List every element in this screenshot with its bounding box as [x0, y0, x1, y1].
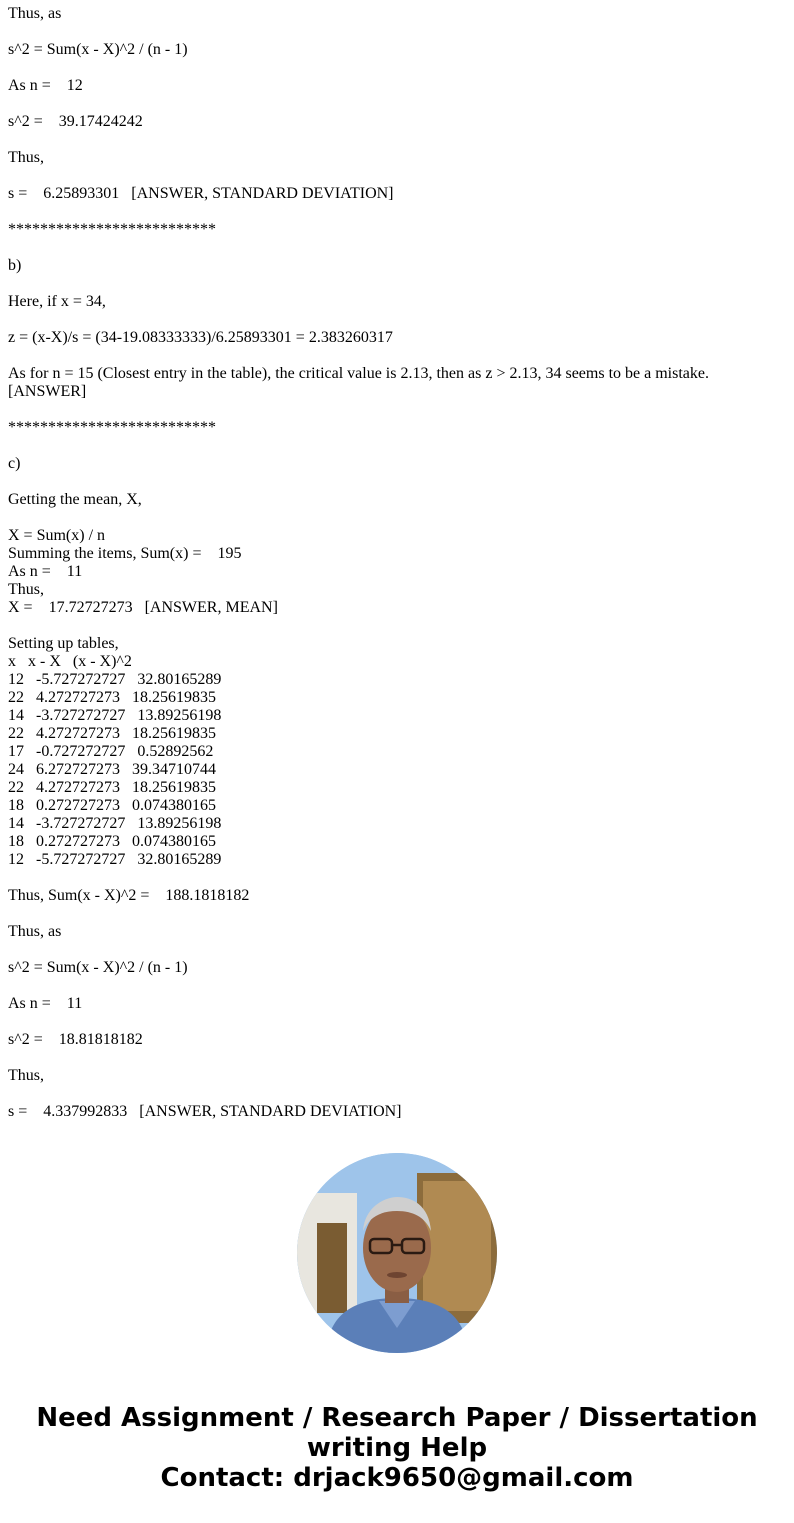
- table-row: 24 6.272727273 39.34710744: [8, 761, 216, 778]
- part-c-label: c): [8, 455, 21, 472]
- solution-content: [8, 5, 748, 1139]
- mean-answer: X = 17.72727273 [ANSWER, MEAN]: [8, 599, 278, 616]
- setting-up-text: Setting up tables,: [8, 635, 119, 652]
- variance-formula: s^2 = Sum(x - X)^2 / (n - 1): [8, 959, 188, 976]
- author-portrait-image: [297, 1153, 497, 1353]
- table-row: 14 -3.727272727 13.89256198: [8, 707, 222, 724]
- mean-formula: X = Sum(x) / n: [8, 527, 106, 544]
- banner-subline: writing Help: [306, 1433, 488, 1463]
- n-value-text: As n = 11: [8, 995, 83, 1012]
- mean-computation: [8, 527, 748, 617]
- n-value-text: As n = 11: [8, 563, 83, 580]
- part-b-label: b): [8, 257, 22, 274]
- table-row: 22 4.272727273 18.25619835: [8, 779, 216, 796]
- table-row: 22 4.272727273 18.25619835: [8, 689, 216, 706]
- table-row: 12 -5.727272727 32.80165289: [8, 851, 222, 868]
- contact-email: Contact: drjack9650@gmail.com: [160, 1463, 634, 1493]
- variance-value-text: s^2 = 18.81818182: [8, 1031, 143, 1048]
- table-row: 18 0.272727273 0.074380165: [8, 833, 216, 850]
- banner-headline: Need Assignment / Research Paper / Dissertation: [36, 1403, 758, 1433]
- table-header: x x - X (x - X)^2: [8, 653, 132, 670]
- deviation-table: [8, 635, 748, 869]
- table-row: 17 -0.727272727 0.52892562: [8, 743, 214, 760]
- std-dev-answer: s = 4.337992833 [ANSWER, STANDARD DEVIATION]: [8, 1103, 402, 1120]
- separator: **************************: [8, 221, 216, 238]
- part-b-given: Here, if x = 34,: [8, 293, 106, 310]
- variance-formula: s^2 = Sum(x - X)^2 / (n - 1): [8, 41, 188, 58]
- thus-as-text: Thus, as: [8, 923, 62, 940]
- part-b-conclusion: As for n = 15 (Closest entry in the table), the critical value is 2.13, then as z > 2.13, 34 seems to be a mistake. [ANSWER]: [8, 365, 713, 400]
- variance-value-text: s^2 = 39.17424242: [8, 113, 143, 130]
- table-row: 14 -3.727272727 13.89256198: [8, 815, 222, 832]
- table-row: 12 -5.727272727 32.80165289: [8, 671, 222, 688]
- sum-line: Summing the items, Sum(x) = 195: [8, 545, 242, 562]
- table-row: 22 4.272727273 18.25619835: [8, 725, 216, 742]
- z-score-line: z = (x-X)/s = (34-19.08333333)/6.25893301 = 2.383260317: [8, 329, 393, 346]
- std-dev-answer: s = 6.25893301 [ANSWER, STANDARD DEVIATION]: [8, 185, 394, 202]
- thus-text: Thus,: [8, 149, 44, 166]
- table-row: 18 0.272727273 0.074380165: [8, 797, 216, 814]
- thus-text: Thus,: [8, 1067, 44, 1084]
- n-value-text: As n = 12: [8, 77, 83, 94]
- getting-mean-text: Getting the mean, X,: [8, 491, 142, 508]
- sum-squares-line: Thus, Sum(x - X)^2 = 188.1818182: [8, 887, 250, 904]
- thus-as-text: Thus, as: [8, 5, 62, 22]
- author-avatar: [297, 1153, 497, 1353]
- thus-text: Thus,: [8, 581, 44, 598]
- separator: **************************: [8, 419, 216, 436]
- contact-banner: [0, 1403, 794, 1493]
